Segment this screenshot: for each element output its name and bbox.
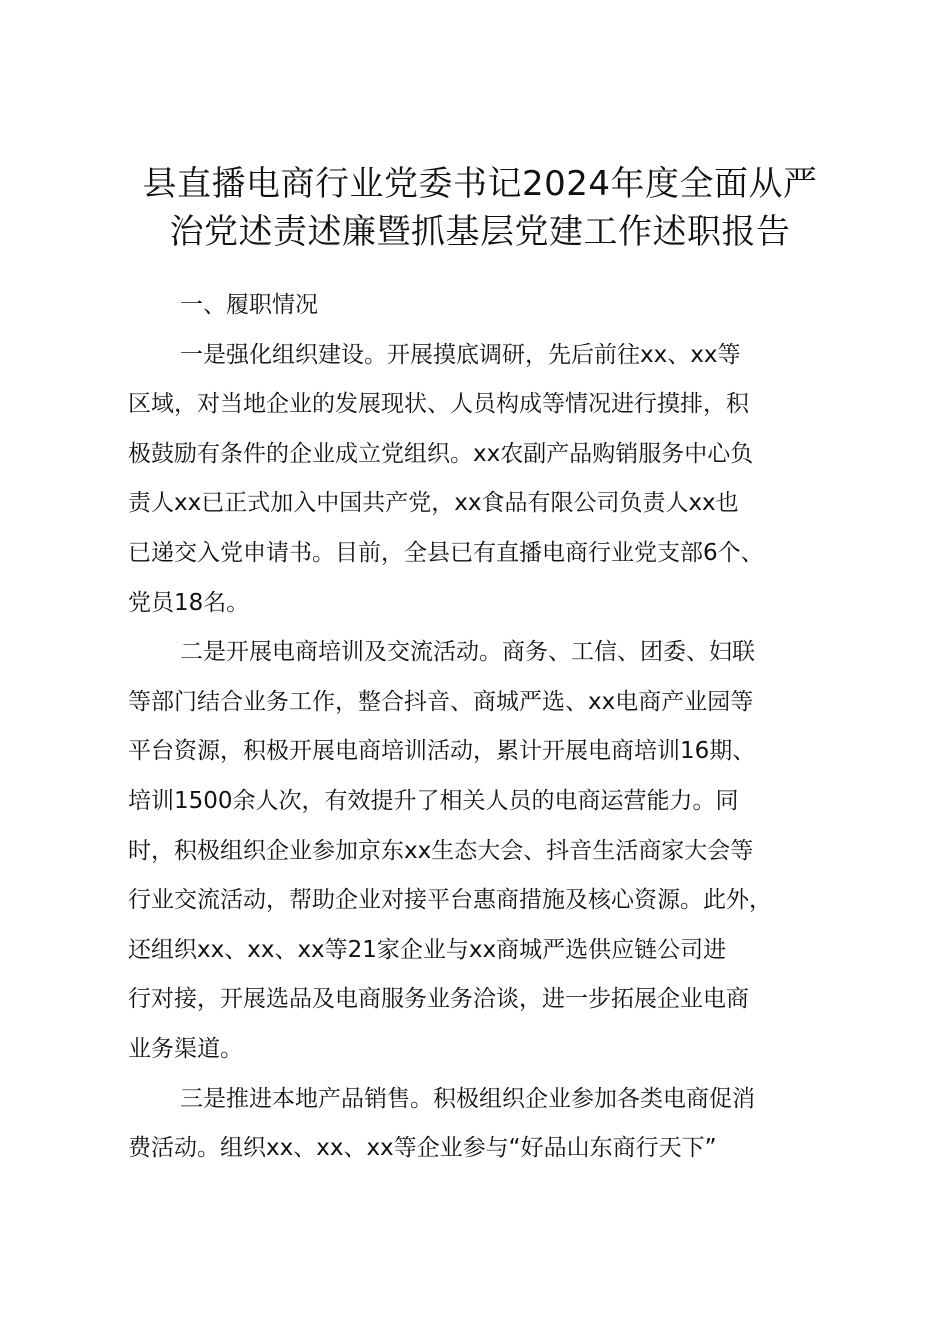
title-line: 治党述责述廉暨抓基层党建工作述职报告 xyxy=(169,212,791,252)
paragraph-line: 区域，对当地企业的发展现状、人员构成等情况进行摸排，积 xyxy=(128,391,749,418)
paragraph-training xyxy=(128,628,828,1074)
paragraph-organization xyxy=(128,331,828,629)
paragraph-line: 三是推进本地产品销售。积极组织企业参加各类电商促消 xyxy=(180,1085,755,1112)
title-line: 县直播电商行业党委书记2024年度全面从严 xyxy=(142,164,818,204)
paragraph-line: 极鼓励有条件的企业成立党组织。xx农副产品购销服务中心负 xyxy=(128,440,754,467)
document-body xyxy=(128,281,828,1174)
paragraph-line: 平台资源，积极开展电商培训活动，累计开展电商培训16期、 xyxy=(128,738,756,765)
paragraph-sales xyxy=(128,1075,828,1174)
paragraph-line: 费活动。组织xx、xx、xx等企业参与“好品山东商行天下” xyxy=(128,1135,717,1162)
paragraph-line: 责人xx已正式加入中国共产党，xx食品有限公司负责人xx也 xyxy=(128,490,739,517)
paragraph-line: 业务渠道。 xyxy=(128,1035,243,1062)
paragraph-line: 还组织xx、xx、xx等21家企业与xx商城严选供应链公司进 xyxy=(128,936,727,963)
paragraph-line: 一是强化组织建设。开展摸底调研，先后前往xx、xx等 xyxy=(180,341,741,368)
paragraph-line: 培训1500余人次，有效提升了相关人员的电商运营能力。同 xyxy=(128,787,739,814)
paragraph-line: 行对接，开展选品及电商服务业务洽谈，进一步拓展企业电商 xyxy=(128,986,749,1013)
paragraph-line: 已递交入党申请书。目前，全县已有直播电商行业党支部6个、 xyxy=(128,539,764,566)
paragraph-line: 时，积极组织企业参加京东xx生态大会、抖音生活商家大会等 xyxy=(128,837,754,864)
document-title xyxy=(100,160,860,256)
section-heading: 一、履职情况 xyxy=(180,292,318,318)
paragraph-line: 等部门结合业务工作，整合抖音、商城严选、xx电商产业园等 xyxy=(128,688,754,715)
paragraph-line: 二是开展电商培训及交流活动。商务、工信、团委、妇联 xyxy=(180,639,755,666)
paragraph-line: 党员18名。 xyxy=(128,589,250,616)
paragraph-line: 行业交流活动，帮助企业对接平台惠商措施及核心资源。此外， xyxy=(128,887,772,914)
